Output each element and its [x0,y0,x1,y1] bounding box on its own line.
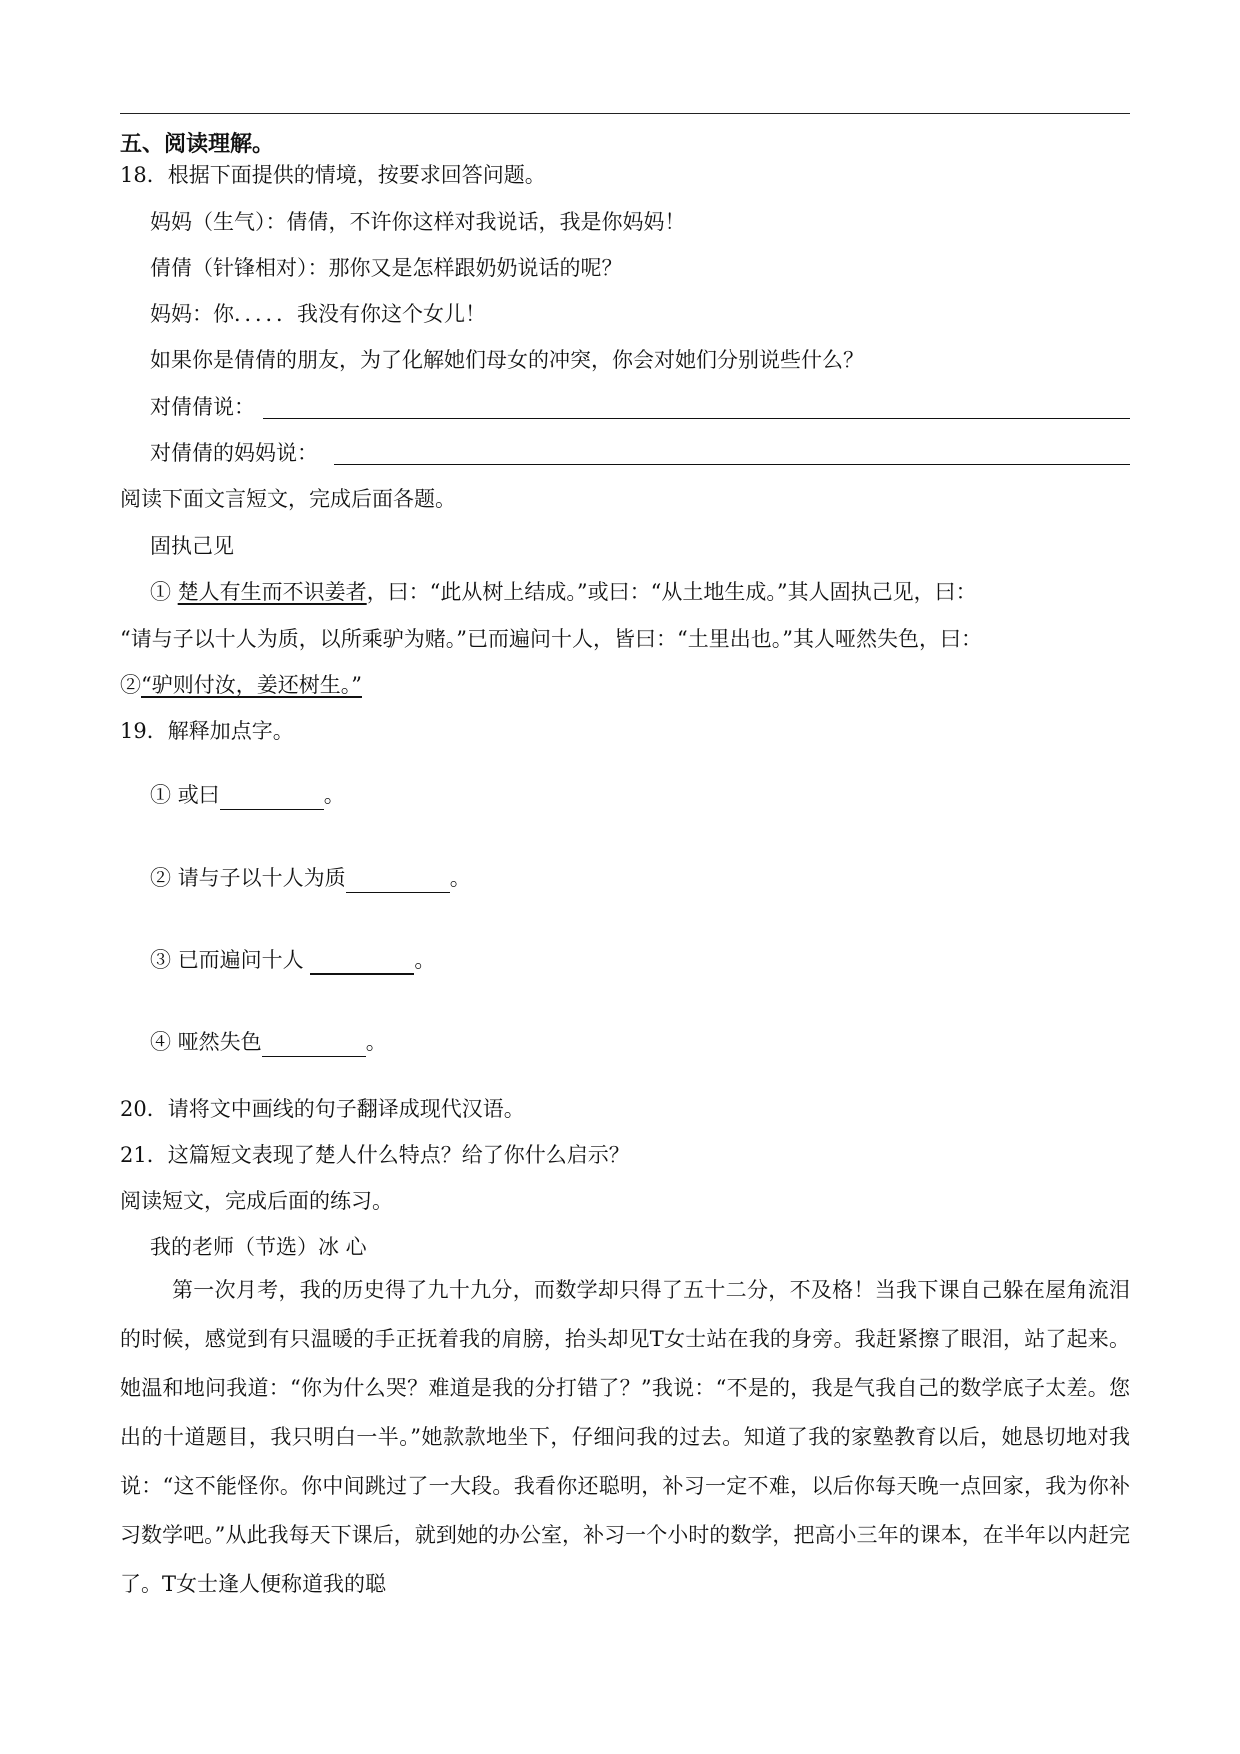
item-text: 请与子以十人为质 [177,866,346,890]
item-text: 或曰 [177,783,220,807]
fill-blank[interactable] [310,951,414,975]
underlined-sentence-2: “驴则付汝，姜还树生。” [141,673,362,697]
answer-line-qianqian[interactable] [263,418,1130,419]
header-rule [120,113,1130,114]
item-number: ① [150,783,171,807]
dialogue-line: 倩倩（针锋相对）：那你又是怎样跟奶奶说话的呢？ [150,256,623,280]
item-number: ③ [150,948,171,972]
question-20: 20．请将文中画线的句子翻译成现代汉语。 [120,1097,525,1121]
classical-text-segment: ，曰：“此从树上结成。”或曰：“从土地生成。”其人固执己见，曰： [366,580,977,604]
section-title: 五、阅读理解。 [120,132,275,157]
classical-title: 固执己见 [150,534,234,558]
fill-blank[interactable] [220,787,324,810]
q19-item-4 [150,1027,387,1057]
modern-paragraph: 第一次月考，我的历史得了九十九分，而数学却只得了五十二分，不及格！当我下课自己躲在屋角流泪的时候，感觉到有只温暖的手正抚着我的肩膀，抬头却见T女士站在我的身旁。我赶紧擦了眼泪，站了起来。她温和地问我道：“你为什么哭？难道是我的分打错了？”我说：“不是的，我是气我自己的数学底子太差。您出的十道题目，我只明白一半。”她款款地坐下，仔细问我的过去。知道了我的家塾教育以后，她恳切地对我说：“这不能怪你。你中间跳过了一大段。我看你还聪明，补习一定不难，以后你每天晚一点回家，我为你补习数学吧。”从此我每天下课后，就到她的办公室，补习一个小时的数学，把高小三年的课本，在半年以内赶完了。T女士逢人便称道我的聪 [120,1278,1130,1596]
classical-text-line-3 [120,670,362,700]
item-end: 。 [365,1030,387,1054]
classical-intro: 阅读下面文言短文，完成后面各题。 [120,487,456,511]
fill-blank[interactable] [346,870,450,893]
question-19-prompt: 19．解释加点字。 [120,719,294,743]
answer-label-qianqian: 对倩倩说： [150,395,255,419]
item-number: ② [150,866,171,890]
modern-intro: 阅读短文，完成后面的练习。 [120,1189,393,1213]
item-end: 。 [449,866,471,890]
q19-item-3 [150,945,435,975]
dialogue-line: 妈妈：你．．．．．我没有你这个女儿！ [150,302,486,326]
q19-item-2 [150,863,471,893]
question-18-instruction: 如果你是倩倩的朋友，为了化解她们母女的冲突，你会对她们分别说些什么？ [150,348,864,372]
question-18-prompt: 18．根据下面提供的情境，按要求回答问题。 [120,163,546,187]
underlined-sentence-1: 楚人有生而不识姜者 [177,580,367,604]
question-21: 21．这篇短文表现了楚人什么特点？给了你什么启示？ [120,1143,630,1167]
classical-text-line-1 [150,577,977,607]
sentence-marker: ② [120,673,141,697]
q19-item-1 [150,780,345,810]
item-end: 。 [323,783,345,807]
item-text: 哑然失色 [177,1030,262,1054]
modern-title: 我的老师（节选）冰 心 [150,1235,367,1259]
sentence-marker: ① [150,580,171,604]
document-page [120,0,1130,1754]
answer-label-mother: 对倩倩的妈妈说： [150,441,318,465]
classical-text-line-2: “请与子以十人为质，以所乘驴为赌。”已而遍问十人，皆曰：“土里出也。”其人哑然失色，曰： [120,627,982,651]
dialogue-line: 妈妈（生气）：倩倩，不许你这样对我说话，我是你妈妈！ [150,210,686,234]
item-end: 。 [414,948,436,972]
item-number: ④ [150,1030,171,1054]
item-text: 已而遍问十人 [177,948,311,972]
fill-blank[interactable] [262,1034,366,1057]
answer-line-mother[interactable] [334,464,1130,465]
